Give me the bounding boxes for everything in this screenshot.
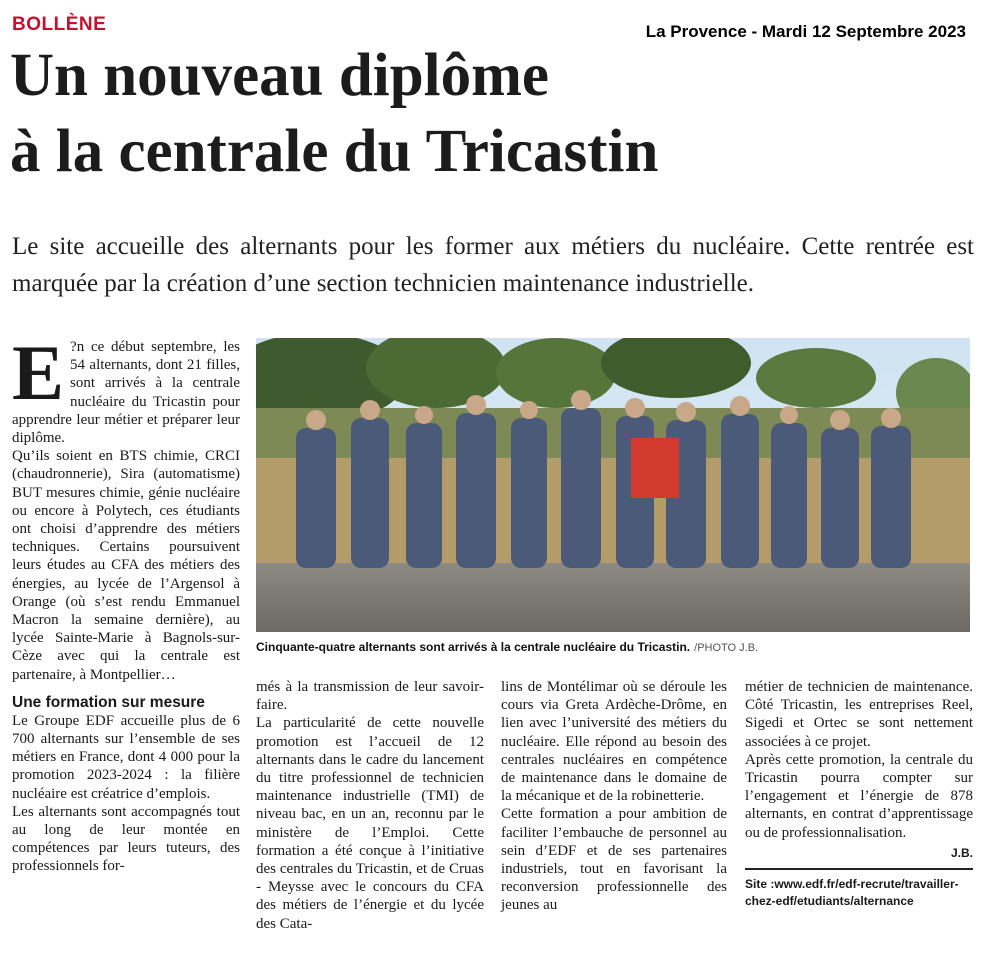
paragraph: lins de Montélimar où se déroule les cours via Greta Ardèche-Drôme, en lien avec l’université des métiers du nucléaire. Elle répond au besoin des centrales nucléaires en compétence de maintenance dans le domaine de la mécanique et de la robinetterie. <box>501 679 727 805</box>
article-column-3 <box>501 678 727 915</box>
article-column-4 <box>745 678 973 910</box>
article-column-1 <box>12 329 240 876</box>
photo-caption <box>256 640 970 654</box>
website-link[interactable]: Site :www.edf.fr/edf-recrute/travailler-chez-edf/etudiants/alternance <box>745 876 959 908</box>
photo-credit: /PHOTO J.B. <box>694 642 759 654</box>
headline <box>10 38 980 190</box>
subheading: Une formation sur mesure <box>12 693 205 711</box>
paragraph: Les alternants sont accompagnés tout au long de leur montée en compétences par leurs tuteurs, des professionnels for- <box>12 803 240 875</box>
paragraph: Le Groupe EDF accueille plus de 6 700 alternants sur l’ensemble de ses métiers en France, dont 4 000 pour la promotion 2023-2024 : la filière nucléaire est créatrice d’emplois. <box>12 712 240 802</box>
lede: Le site accueille des alternants pour les former aux métiers du nucléaire. Cette rentrée est marquée par la création d’une section technicien maintenance industrielle. <box>12 233 974 297</box>
publication-date: La Provence - Mardi 12 Septembre 2023 <box>645 22 966 41</box>
headline-line-2: à la centrale du Tricastin <box>10 118 659 185</box>
paragraph: métier de technicien de maintenance. Côté Tricastin, les entreprises Reel, Sigedi et Ortec se sont nettement associées à ce projet. <box>745 679 973 750</box>
paragraph: ?n ce début septembre, les 54 alternants, dont 21 filles, sont arrivés à la centrale nucléaire du Tricastin pour apprendre leur métier et préparer leur diplôme. <box>12 339 240 447</box>
caption-text: Cinquante-quatre alternants sont arrivés à la centrale nucléaire du Tricastin. <box>256 640 691 654</box>
drop-cap: E <box>12 329 65 416</box>
paragraph: La particularité de cette nouvelle promotion est l’accueil de 12 alternants dans le cadre du lancement du titre professionnel de technicien maintenance industrielle (TMI) de niveau bac, en un an, reconnu par le ministère de l’Emploi. Cette formation a été conçue à l’initiative des centrales du Tricastin, et de Cruas - Meysse avec le concours du CFA des métiers de l’énergie et du lycée des Cata- <box>256 715 484 932</box>
divider <box>745 868 973 870</box>
paragraph: Après cette promotion, la centrale du Tricastin pourra compter sur l’engagement et l’énergie de 878 alternants, en contrat d’apprentissage ou de professionnalisation. <box>745 751 973 841</box>
article-column-2 <box>256 678 484 933</box>
group-photo <box>256 338 970 632</box>
paragraph: Cette formation a pour ambition de faciliter l’embauche de personnel au sein d’EDF et de ses partenaires industriels, tout en favorisant la reconversion professionnelle des jeunes au <box>501 806 727 914</box>
paragraph: més à la transmission de leur savoir-faire. <box>256 679 484 714</box>
author-signature: J.B. <box>950 845 973 860</box>
headline-line-1: Un nouveau diplôme <box>10 42 549 109</box>
section-tag: BOLLÈNE <box>12 14 107 35</box>
paragraph: Qu’ils soient en BTS chimie, CRCI (chaudronnerie), Sira (automatisme) BUT mesures chimie, génie nucléaire ou encore à Polytech, ces étudiants ont choisi d’apprendre des métiers techniques. Certains poursuivent leurs études au CFA des métiers des énergies, au lycée de l’Argensol à Orange (où s’est rendu Emmanuel Macron la semaine dernière), au lycée Sainte-Marie à Bagnols-sur-Cèze avec qui la centrale est partenaire, à Montpellier… <box>12 448 240 683</box>
